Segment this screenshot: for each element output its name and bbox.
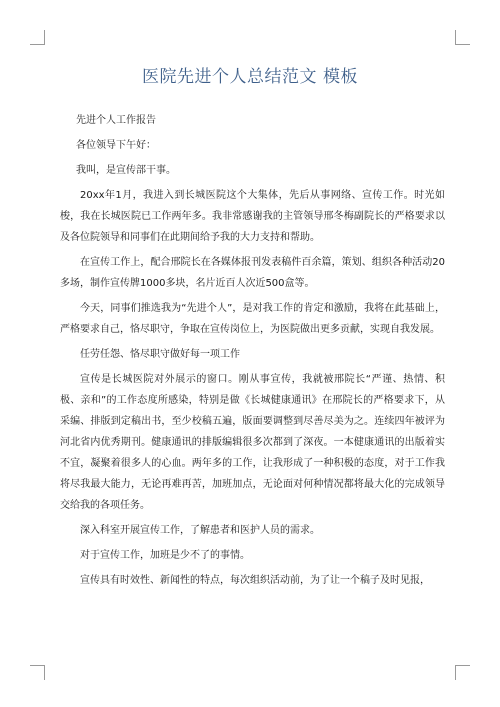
paragraph-body: 宣传是长城医院对外展示的窗口。刚从事宣传，我就被邢院长“严谨、热情、积极、亲和”的工作态度所感染，特别是做《长城健康通讯》在邢院长的严格要求下，从采编、排版到定稿出书，至少校稿五遍，版面要调整到尽善尽美为之。连续四年被评为河北省内优秀期刊。健康通讯的排版编辑很多次都到了深夜。一本健康通讯的出版着实不宜，凝聚着很多人的心血。两年多的工作，让我形成了一种积极的态度，对于工作我将尽我最大能力，无论再难再苦，加班加点，无论面对何种情况都将最大化的完成领导交给我的各项任务。 [60,374,445,511]
paragraph-greeting: 各位领导下午好： [76,140,156,151]
document-body [60,110,445,595]
paragraph-body: 今天，同事们推选我为“先进个人”，是对我工作的肯定和激励，我将在此基础上，严格要求自己，恪尽职守，争取在宣传岗位上，为医院做出更多贡献，实现自我发展。 [60,303,445,335]
document-title: 医院先进个人总结范文 模板 [142,67,358,87]
crop-mark-bottom-left [30,665,45,680]
crop-mark-top-left [30,30,45,45]
crop-mark-top-right [455,30,470,45]
paragraph-body: 对于宣传工作，加班是少不了的事情。 [80,550,250,561]
paragraph-intro: 我叫，是宣传部干事。 [76,165,176,176]
paragraph-report-heading: 先进个人工作报告 [76,115,156,126]
paragraph-section-heading: 任劳任怨、恪尽职守做好每一项工作 [80,349,240,360]
paragraph-body: 深入科室开展宣传工作，了解患者和医护人员的需求。 [80,525,320,536]
crop-mark-bottom-right [455,665,470,680]
paragraph-body: 20xx年1月，我进入到长城医院这个大集体，先后从事网络、宣传工作。时光如梭，我在长城医院已工作两年多。我非常感谢我的主管领导邢冬梅副院长的严格要求以及各位院领导和同事们在此期间给予我的大力支持和帮助。 [60,190,445,243]
paragraph-body: 在宣传工作上，配合邢院长在各媒体报刊发表稿件百余篇，策划、组织各种活动20多场，制作宣传牌1000多块，名片近百人次近500盒等。 [60,257,445,289]
paragraph-body: 宣传具有时效性、新闻性的特点，每次组织活动前，为了让一个稿子及时见报， [80,575,430,586]
